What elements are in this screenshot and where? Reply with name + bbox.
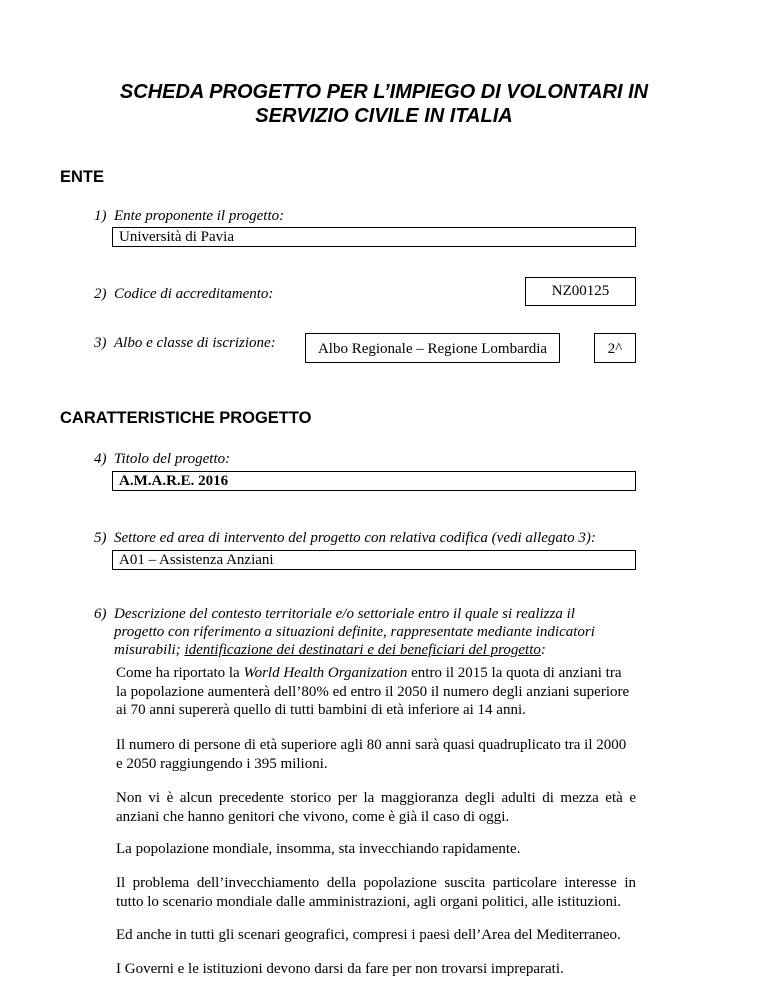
paragraph-2-line-2: e 2050 raggiungendo i 395 milioni. [116, 755, 328, 772]
section-heading-caratteristiche: CARATTERISTICHE PROGETTO [60, 409, 312, 427]
question-3-label: Albo e classe di iscrizione: [114, 335, 276, 351]
question-1 [94, 207, 284, 225]
section-heading-ente: ENTE [60, 168, 105, 186]
question-6-label-line-1: Descrizione del contesto territoriale e/o settoriale entro il quale si realizza il [114, 606, 575, 622]
paragraph-3 [116, 789, 636, 826]
question-3 [94, 334, 276, 352]
paragraph-1 [116, 664, 636, 720]
question-6-label-end: : [540, 642, 546, 658]
question-1-label: Ente proponente il progetto: [114, 208, 285, 224]
paragraph-1-post: entro il 2015 la quota di anziani tra [407, 665, 622, 681]
question-1-number: 1) [94, 208, 107, 224]
ente-proponente-field: Università di Pavia [112, 227, 636, 247]
question-6-label-line-3 [94, 641, 654, 659]
albo-field: Albo Regionale – Regione Lombardia [305, 333, 560, 363]
question-2-number: 2) [94, 286, 107, 302]
paragraph-4: La popolazione mondiale, insomma, sta invecchiando rapidamente. [116, 841, 521, 857]
paragraph-1-pre: Come ha riportato la [116, 665, 244, 681]
paragraph-1-italic: World Health Organization [243, 665, 408, 681]
settore-area-field: A01 – Assistenza Anziani [112, 550, 636, 570]
paragraph-5-line-2: tutto lo scenario mondiale dalle amministrazioni, agli organi politici, alle istituzioni. [116, 893, 622, 910]
question-4-number: 4) [94, 451, 107, 467]
question-3-number: 3) [94, 335, 107, 351]
question-5-number: 5) [94, 530, 107, 546]
document-title [60, 80, 708, 128]
question-4-label: Titolo del progetto: [114, 451, 231, 467]
paragraph-2 [116, 736, 636, 773]
question-6-label-underlined: identificazione dei destinatari e dei beneficiari del progetto [184, 642, 541, 658]
paragraph-5 [116, 874, 636, 911]
codice-accreditamento-field: NZ00125 [525, 277, 636, 306]
classe-field: 2^ [594, 333, 636, 363]
question-4 [94, 450, 230, 468]
question-2-label: Codice di accreditamento: [114, 286, 274, 302]
paragraph-2-line-1: Il numero di persone di età superiore agli 80 anni sarà quasi quadruplicato tra il 2000 [116, 737, 627, 753]
paragraph-7: I Governi e le istituzioni devono darsi da fare per non trovarsi impreparati. [116, 961, 564, 977]
question-5 [94, 529, 596, 547]
question-6 [94, 605, 654, 659]
question-6-number: 6) [94, 606, 107, 622]
paragraph-6: Ed anche in tutti gli scenari geografici, compresi i paesi dell’Area del Mediterraneo. [116, 927, 621, 943]
paragraph-1-line-2: la popolazione aumenterà dell’80% ed entro il 2050 il numero degli anziani superiore [116, 683, 630, 700]
paragraph-5-line-1: Il problema dell’invecchiamento della popolazione suscita particolare interesse in [116, 875, 636, 891]
paragraph-3-line-1: Non vi è alcun precedente storico per la maggioranza degli adulti di mezza età e [116, 790, 636, 806]
paragraph-3-line-2: anziani che hanno genitori che vivono, come è già il caso di oggi. [116, 808, 510, 825]
question-5-label: Settore ed area di intervento del progetto con relativa codifica (vedi allegato 3): [114, 530, 596, 546]
title-line-2: SERVIZIO CIVILE IN ITALIA [255, 105, 513, 127]
question-6-label-line-2: progetto con riferimento a situazioni definite, rappresentate mediante indicatori [114, 624, 595, 640]
paragraph-1-line-3: ai 70 anni supererà quello di tutti bambini di età inferiore ai 14 anni. [116, 702, 526, 718]
question-6-label-plain: misurabili; [114, 642, 185, 658]
title-line-1: SCHEDA PROGETTO PER L’IMPIEGO DI VOLONTARI IN [119, 81, 649, 103]
question-2 [94, 285, 273, 303]
titolo-progetto-field: A.M.A.R.E. 2016 [112, 471, 636, 491]
